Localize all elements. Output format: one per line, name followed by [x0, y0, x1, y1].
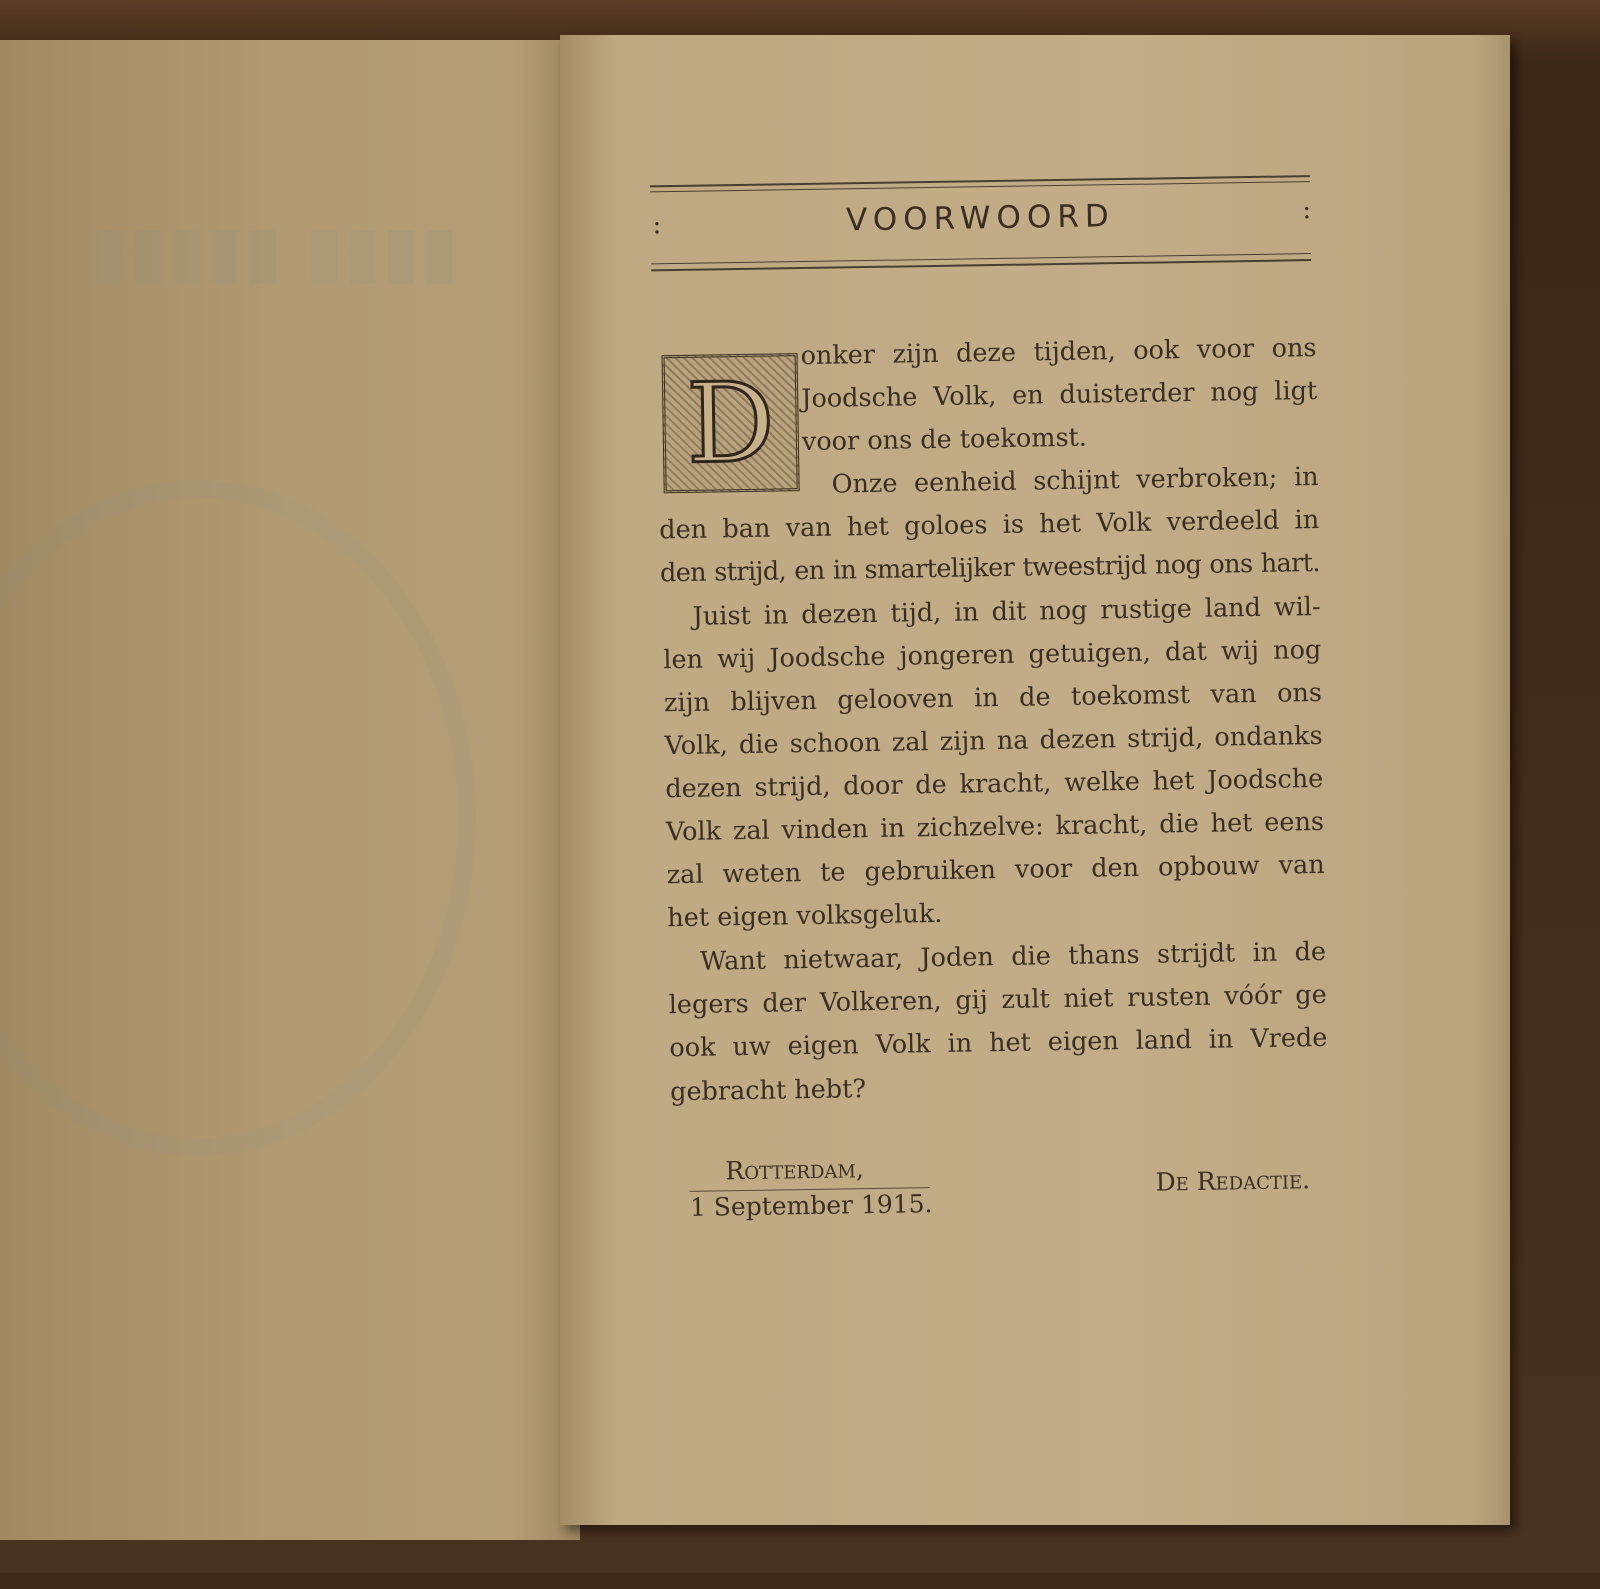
place-line: Rotterdam, — [725, 1154, 865, 1186]
text-line: zijn blijven gelooven in de toekomst van ons — [663, 677, 1323, 719]
text-line: Want nietwaar, Joden die thans strijdt in de — [699, 936, 1327, 977]
page-title: VOORWOORD — [845, 198, 1115, 239]
drop-cap-letter: D — [685, 358, 776, 488]
text-line: den strijd, en in smartelijker tweestrijd nog ons hart. — [659, 547, 1321, 589]
text-line: gebracht hebt? — [669, 1074, 867, 1108]
signature: De Redactie. — [1155, 1165, 1311, 1197]
text-line: Juist in dezen tijd, in dit nog rustige land wil- — [692, 591, 1321, 632]
heading-rule — [650, 181, 1310, 192]
text-line: Joodsche Volk, en duisterder nog ligt — [801, 375, 1318, 415]
text-line: ook uw eigen Volk in het eigen land in Vrede — [669, 1022, 1328, 1064]
heading-rule — [651, 253, 1311, 264]
text-line: zal weten te gebruiken voor den opbouw van — [666, 849, 1325, 891]
text-line: voor ons de toekomst. — [801, 422, 1088, 458]
heading-colon: : — [652, 210, 662, 241]
show-through-text: ▮▮▮▮ ▮▮▮▮▮ — [90, 210, 459, 292]
text-line: legers der Volkeren, gij zult niet rusten vóór ge — [668, 979, 1327, 1021]
ornamental-drop-cap — [662, 353, 800, 493]
heading-colon: : — [1302, 195, 1312, 226]
text-line: onker zijn deze tijden, ook voor ons — [800, 332, 1317, 372]
text-line: Volk, die schoon zal zijn na dezen strijd, ondanks — [664, 720, 1323, 762]
text-line: dezen strijd, door de kracht, welke het Joodsche — [665, 763, 1324, 805]
text-line: len wij Joodsche jongeren getuigen, dat wij nog — [663, 634, 1322, 676]
text-line: Volk zal vinden in zichzelve: kracht, die het eens — [665, 806, 1325, 848]
text-line: Onze eenheid schijnt verbroken; in — [831, 461, 1319, 500]
text-line: den ban van het goloes is het Volk verdeeld in — [659, 504, 1320, 546]
date-line: 1 September 1915. — [689, 1189, 933, 1222]
text-line: het eigen volksgeluk. — [667, 898, 943, 934]
